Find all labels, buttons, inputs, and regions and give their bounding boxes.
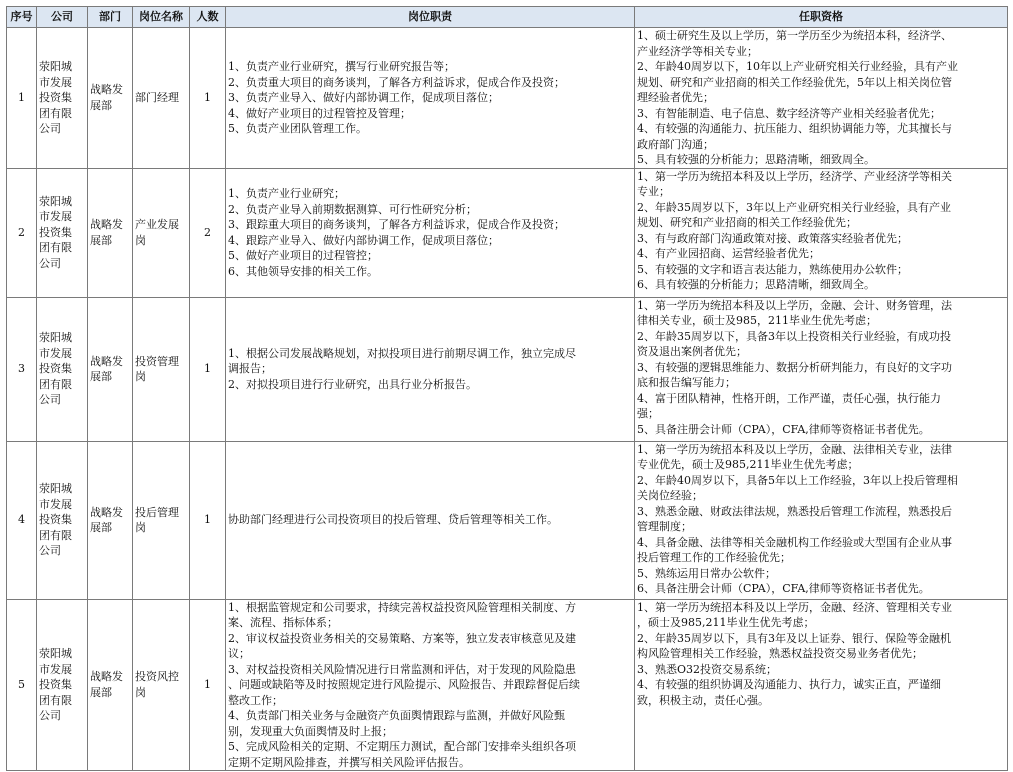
duty-line: 1、根据监管规定和公司要求，持续完善权益投资风险管理相关制度、方 xyxy=(228,600,576,614)
row-number: 5 xyxy=(7,599,37,771)
qualification-line: 6、具备注册会计师（CPA），CFA,律师等资格证书者优先。 xyxy=(637,582,930,595)
duty-line: 4、做好产业项目的过程管控及管理； xyxy=(228,106,411,120)
duty-line: 4、跟踪产业导入、做好内部协调工作，促成项目落位； xyxy=(228,233,499,247)
qualification-line: 理经验者优先； xyxy=(637,91,714,104)
header-duties: 岗位职责 xyxy=(226,7,635,28)
duty-line: 3、跟踪重大项目的商务谈判，了解各方利益诉求，促成合作及投资； xyxy=(228,218,565,231)
qualification-line: 致，积极主动，责任心强。 xyxy=(637,693,769,707)
duty-line: 1、负责产业行业研究，撰写行业研究报告等； xyxy=(228,60,455,73)
row-number: 4 xyxy=(7,441,37,599)
company-cell: 荥阳城 市发展 投资集 团有限 公司 xyxy=(37,441,88,599)
qualification-line: 2、年龄35周岁以下，3年以上产业研究相关行业经验，具有产业 xyxy=(637,200,951,214)
qualification-line: 构风险管理相关工作经验，熟悉权益投资交易业务者优先； xyxy=(637,647,923,660)
duty-line: 5、做好产业项目的过程管控； xyxy=(228,249,378,262)
qualifications-cell xyxy=(635,441,1008,599)
position-title-cell: 部门经理 xyxy=(133,28,190,169)
qualification-line: 5、熟练运用日常办公软件； xyxy=(637,566,776,580)
qualification-line: 4、具备金融、法律等相关金融机构工作经验或大型国有企业从事 xyxy=(637,535,952,549)
qualification-line: 强； xyxy=(637,407,659,420)
duty-line: 3、负责产业导入、做好内部协调工作，促成项目落位； xyxy=(228,91,499,104)
header-no: 序号 xyxy=(7,7,37,28)
duty-line: 调报告； xyxy=(228,362,272,376)
qualification-line: 5、具备注册会计师（CPA），CFA,律师等资格证书者优先。 xyxy=(637,422,930,436)
department-cell: 战略发 展部 xyxy=(88,441,133,599)
duties-cell xyxy=(226,28,635,169)
duty-line: 协助部门经理进行公司投资项目的投后管理、贷后管理等相关工作。 xyxy=(228,513,558,527)
qualification-line: 1、第一学历为统招本科及以上学历，经济学、产业经济学等相关 xyxy=(637,169,952,183)
qualification-line: 3、熟悉金融、财政法律法规，熟悉投后管理工作流程，熟悉投后 xyxy=(637,504,952,518)
qualification-line: 4、富于团队精神，性格开朗，工作严谨，责任心强，执行能力 xyxy=(637,391,941,405)
qualification-line: 关岗位经验； xyxy=(637,489,703,502)
qualification-line: 4、有较强的组织协调及沟通能力、执行力，诚实正直，严谨细 xyxy=(637,678,941,691)
duty-line: 别，发现重大负面舆情及时上报； xyxy=(228,724,393,738)
position-title-cell: 产业发展 岗 xyxy=(133,168,190,297)
table-row xyxy=(7,297,1008,441)
qualification-line: 1、第一学历为统招本科及以上学历，金融、会计、财务管理，法 xyxy=(637,298,952,312)
duty-line: 案、流程、指标体系； xyxy=(228,616,338,629)
qualification-line: 1、第一学历为统招本科及以上学历，金融、法律相关专业，法律 xyxy=(637,442,952,456)
company-cell: 荥阳城 市发展 投资集 团有限 公司 xyxy=(37,28,88,169)
duty-line: 5、负责产业团队管理工作。 xyxy=(228,122,367,135)
qualification-line: 专业； xyxy=(637,185,670,198)
department-cell: 战略发 展部 xyxy=(88,599,133,771)
qualification-line: 5、具有较强的分析能力；思路清晰，细致周全。 xyxy=(637,153,875,166)
company-cell: 荥阳城 市发展 投资集 团有限 公司 xyxy=(37,297,88,441)
duties-cell xyxy=(226,441,635,599)
qualifications-cell xyxy=(635,168,1008,297)
qualifications-cell xyxy=(635,297,1008,441)
qualification-line: 资及退出案例者优先； xyxy=(637,345,747,358)
qualification-line: 规划、研究和产业招商的相关工作经验优先，5年以上相关岗位管 xyxy=(637,75,952,89)
headcount-cell: 1 xyxy=(190,599,226,771)
header-position-title: 岗位名称 xyxy=(133,7,190,28)
qualification-line: 3、熟悉O32投资交易系统； xyxy=(637,662,778,676)
qualification-line: 投后管理工作的工作经验优先； xyxy=(637,551,791,564)
position-title-cell: 投资管理 岗 xyxy=(133,297,190,441)
department-cell: 战略发 展部 xyxy=(88,168,133,297)
qualification-line: 底和报告编写能力； xyxy=(637,376,736,389)
header-department: 部门 xyxy=(88,7,133,28)
duty-line: 6、其他领导安排的相关工作。 xyxy=(228,264,378,278)
job-posting-table xyxy=(6,6,1008,771)
qualification-line: 2、年龄35周岁以下，具备3年以上投资相关行业经验，有成功投 xyxy=(637,329,951,343)
qualification-line: 4、有较强的沟通能力、抗压能力、组织协调能力等，尤其擅长与 xyxy=(637,122,952,135)
table-row xyxy=(7,599,1008,771)
qualification-line: 6、具有较强的分析能力；思路清晰，细致周全。 xyxy=(637,278,875,291)
duty-line: 1、负责产业行业研究； xyxy=(228,187,345,200)
duty-line: 议； xyxy=(228,647,250,660)
qualification-line: 规划、研究和产业招商的相关工作经验优先； xyxy=(637,216,857,229)
table-row xyxy=(7,168,1008,297)
duty-line: 4、负责部门相关业务与金融资产负面舆情跟踪与监测，并做好风险甄 xyxy=(228,709,565,722)
qualification-line: 产业经济学等相关专业； xyxy=(637,44,758,58)
qualification-line: 律相关专业，硕士及985，211毕业生优先考虑； xyxy=(637,314,877,327)
duty-line: 整改工作； xyxy=(228,693,283,707)
qualifications-cell xyxy=(635,28,1008,169)
qualification-line: 4、有产业园招商、运营经验者优先； xyxy=(637,247,820,260)
table-header-row xyxy=(7,7,1008,28)
table-row xyxy=(7,441,1008,599)
duty-line: 2、负责重大项目的商务谈判，了解各方利益诉求，促成合作及投资； xyxy=(228,75,565,89)
company-cell: 荥阳城 市发展 投资集 团有限 公司 xyxy=(37,599,88,771)
qualification-line: 1、硕士研究生及以上学历，第一学历至少为统招本科，经济学、 xyxy=(637,29,952,42)
table-row xyxy=(7,28,1008,169)
row-number: 3 xyxy=(7,297,37,441)
header-qualifications: 任职资格 xyxy=(635,7,1008,28)
qualification-line: 政府部门沟通； xyxy=(637,137,714,151)
qualifications-cell xyxy=(635,599,1008,771)
headcount-cell: 1 xyxy=(190,297,226,441)
qualification-line: 2、年龄40周岁以下，具备5年以上工作经验，3年以上投后管理相 xyxy=(637,473,958,487)
qualification-line: 3、有智能制造、电子信息、数字经济等产业相关经验者优先； xyxy=(637,106,941,120)
qualification-line: 2、年龄40周岁以下，10年以上产业研究相关行业经验，具有产业 xyxy=(637,60,958,73)
row-number: 1 xyxy=(7,28,37,169)
department-cell: 战略发 展部 xyxy=(88,297,133,441)
duties-cell xyxy=(226,168,635,297)
header-headcount: 人数 xyxy=(190,7,226,28)
department-cell: 战略发 展部 xyxy=(88,28,133,169)
headcount-cell: 1 xyxy=(190,28,226,169)
headcount-cell: 2 xyxy=(190,168,226,297)
qualification-line: ，硕士及985,211毕业生优先考虑； xyxy=(637,616,815,629)
duty-line: 2、负责产业导入前期数据测算、可行性研究分析； xyxy=(228,202,477,216)
qualification-line: 3、有与政府部门沟通政策对接、政策落实经验者优先； xyxy=(637,231,908,245)
duty-line: 1、根据公司发展战略规划，对拟投项目进行前期尽调工作，独立完成尽 xyxy=(228,346,576,360)
qualification-line: 2、年龄35周岁以下，具有3年及以上证券、银行、保险等金融机 xyxy=(637,631,951,645)
qualification-line: 管理制度； xyxy=(637,520,692,533)
qualification-line: 专业优先，硕士及985,211毕业生优先考虑； xyxy=(637,458,859,471)
duties-cell xyxy=(226,297,635,441)
position-title-cell: 投资风控 岗 xyxy=(133,599,190,771)
duties-cell xyxy=(226,599,635,771)
duty-line: 、问题或缺陷等及时按照规定进行风险提示、风险报告、并跟踪督促后续 xyxy=(228,678,580,691)
row-number: 2 xyxy=(7,168,37,297)
duty-line: 3、对权益投资相关风险情况进行日常监测和评估，对于发现的风险隐患 xyxy=(228,662,576,676)
duty-line: 定期不定期风险排查，并撰写相关风险评估报告。 xyxy=(228,755,470,769)
qualification-line: 5、有较强的文字和语言表达能力，熟练使用办公软件； xyxy=(637,262,908,276)
position-title-cell: 投后管理 岗 xyxy=(133,441,190,599)
duty-line: 5、完成风险相关的定期、不定期压力测试，配合部门安排牵头组织各项 xyxy=(228,740,576,753)
qualification-line: 1、第一学历为统招本科及以上学历，金融、经济、管理相关专业 xyxy=(637,600,952,614)
header-company: 公司 xyxy=(37,7,88,28)
duty-line: 2、审议权益投资业务相关的交易策略、方案等，独立发表审核意见及建 xyxy=(228,631,576,645)
qualification-line: 3、有较强的逻辑思维能力、数据分析研判能力，有良好的文字功 xyxy=(637,360,952,374)
duty-line: 2、对拟投项目进行行业研究，出具行业分析报告。 xyxy=(228,377,477,391)
company-cell: 荥阳城 市发展 投资集 团有限 公司 xyxy=(37,168,88,297)
headcount-cell: 1 xyxy=(190,441,226,599)
